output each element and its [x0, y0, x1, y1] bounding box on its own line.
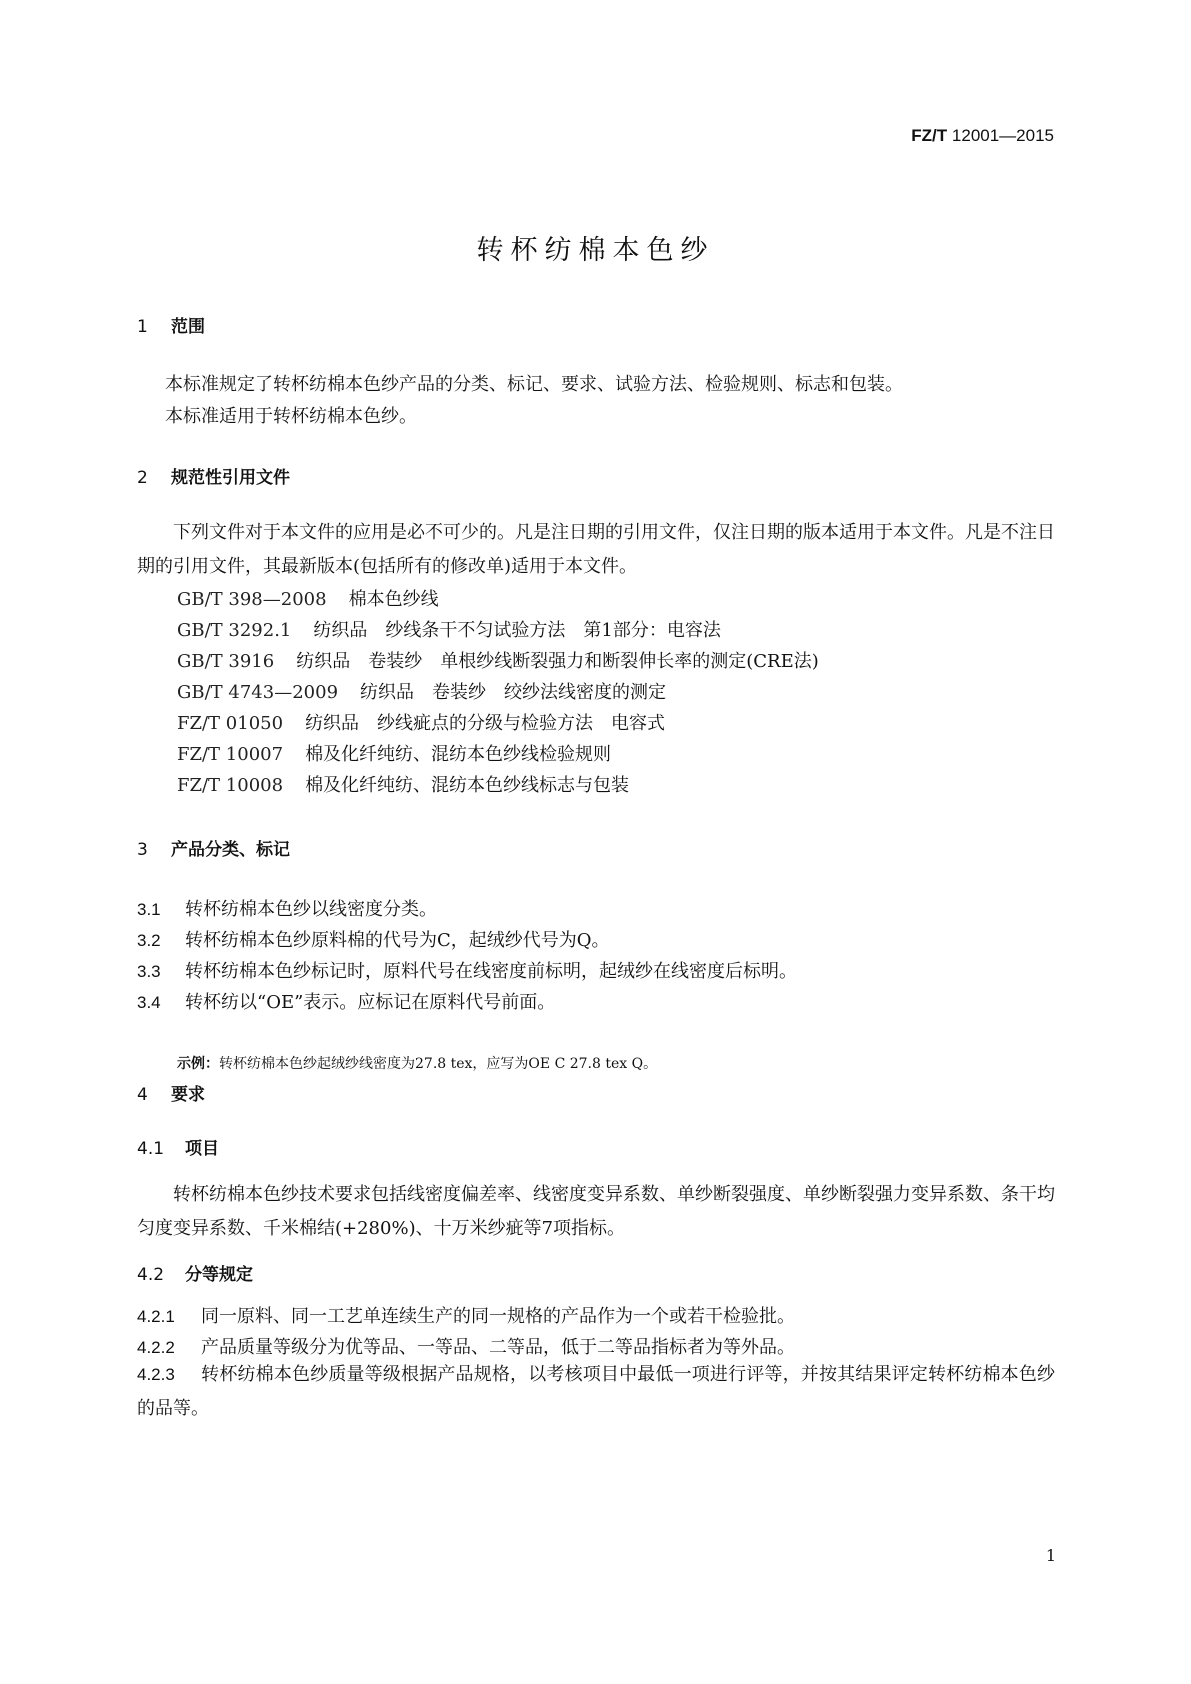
section-number: 2: [137, 468, 148, 488]
reference-item: [177, 740, 611, 766]
page-number: 1: [1045, 1546, 1056, 1565]
subsection-number: 4.2: [137, 1265, 165, 1285]
section-title: 规范性引用文件: [171, 468, 290, 488]
section-4-heading: [137, 1080, 205, 1105]
subsection-4-1-heading: [137, 1134, 219, 1159]
clause-number: 4.2.1: [137, 1307, 175, 1326]
standard-code-number: 12001—2015: [951, 126, 1054, 145]
section-title: 要求: [171, 1085, 205, 1105]
section-number: 3: [137, 840, 148, 860]
example-label: 示例：: [177, 1056, 219, 1072]
reference-title: 棉及化纤纯纺、混纺本色纱线检验规则: [305, 744, 612, 765]
clause-3-2: [137, 926, 610, 952]
reference-item: [177, 771, 629, 797]
document-title: 转杯纺棉本色纱: [476, 235, 715, 266]
reference-code: GB/T 3916: [177, 651, 275, 672]
clause-text: 转杯纺棉本色纱以线密度分类。: [185, 899, 437, 920]
section-1-paragraph-2: 本标准适用于转杯纺棉本色纱。: [165, 406, 417, 427]
subsection-number: 4.1: [137, 1139, 165, 1159]
section-number: 1: [137, 317, 148, 337]
clause-4-2-3: [137, 1358, 1055, 1426]
clause-3-1: [137, 895, 437, 921]
subsection-4-2-heading: [137, 1260, 253, 1285]
clause-4-2-1: [137, 1302, 795, 1328]
example-text: 转杯纺棉本色纱起绒纱线密度为27.8 tex，应写为OE C 27.8 tex Q。: [219, 1056, 658, 1072]
reference-code: FZ/T 01050: [177, 713, 284, 734]
section-2-heading: [137, 463, 290, 488]
clause-text: 转杯纺棉本色纱标记时，原料代号在线密度前标明，起绒纱在线密度后标明。: [185, 961, 797, 982]
clause-4-2-2: [137, 1333, 795, 1359]
reference-code: GB/T 4743—2009: [177, 682, 339, 703]
clause-text: 转杯纺棉本色纱原料棉的代号为C，起绒纱代号为Q。: [185, 930, 610, 951]
section-1-paragraph-1: 本标准规定了转杯纺棉本色纱产品的分类、标记、要求、试验方法、检验规则、标志和包装。: [165, 374, 903, 395]
section-3-heading: [137, 835, 290, 860]
clause-number: 3.1: [137, 900, 161, 919]
subsection-title: 项目: [185, 1139, 219, 1159]
reference-item: [177, 585, 439, 611]
reference-title: 棉本色纱线: [348, 589, 439, 610]
section-title: 范围: [171, 317, 205, 337]
clause-number: 3.4: [137, 993, 161, 1012]
clause-3-4: [137, 988, 555, 1014]
section-1-heading: [137, 312, 205, 337]
clause-number: 4.2.2: [137, 1338, 175, 1357]
section-2-intro: 下列文件对于本文件的应用是必不可少的。凡是注日期的引用文件，仅注日期的版本适用于本文件。凡是不注日期的引用文件，其最新版本(包括所有的修改单)适用于本文件。: [137, 522, 1055, 577]
section-title: 产品分类、标记: [171, 840, 290, 860]
reference-item: [177, 678, 666, 704]
reference-title: 纺织品 纱线疵点的分级与检验方法 电容式: [305, 713, 666, 734]
reference-title: 棉及化纤纯纺、混纺本色纱线标志与包装: [305, 775, 630, 796]
clause-number: 3.2: [137, 931, 161, 950]
clause-number: 3.3: [137, 962, 161, 981]
reference-item: [177, 709, 665, 735]
standard-code: [911, 126, 1054, 146]
clause-number: 4.2.3: [137, 1365, 175, 1384]
example-note: [177, 1053, 657, 1073]
reference-title: 纺织品 卷装纱 绞纱法线密度的测定: [360, 682, 667, 703]
reference-item: [177, 647, 819, 673]
reference-title: 纺织品 纱线条干不匀试验方法 第1部分：电容法: [313, 620, 721, 641]
clause-3-3: [137, 957, 797, 983]
clause-text: 转杯纺棉本色纱质量等级根据产品规格，以考核项目中最低一项进行评等，并按其结果评定转杯纺棉本色纱的品等。: [137, 1364, 1055, 1419]
reference-code: FZ/T 10008: [177, 775, 284, 796]
reference-item: [177, 616, 721, 642]
section-number: 4: [137, 1085, 148, 1105]
clause-text: 转杯纺以“OE”表示。应标记在原料代号前面。: [185, 992, 556, 1013]
standard-code-prefix: FZ/T: [911, 126, 948, 145]
reference-code: GB/T 3292.1: [177, 620, 292, 641]
clause-text: 产品质量等级分为优等品、一等品、二等品，低于二等品指标者为等外品。: [201, 1337, 795, 1358]
reference-code: FZ/T 10007: [177, 744, 284, 765]
subsection-title: 分等规定: [185, 1265, 253, 1285]
reference-code: GB/T 398—2008: [177, 589, 327, 610]
reference-title: 纺织品 卷装纱 单根纱线断裂强力和断裂伸长率的测定(CRE法): [296, 651, 819, 672]
clause-text: 同一原料、同一工艺单连续生产的同一规格的产品作为一个或若干检验批。: [201, 1306, 795, 1327]
subsection-4-1-text: 转杯纺棉本色纱技术要求包括线密度偏差率、线密度变异系数、单纱断裂强度、单纱断裂强力变异系数、条干均匀度变异系数、千米棉结(+280%)、十万米纱疵等7项指标。: [137, 1184, 1055, 1239]
